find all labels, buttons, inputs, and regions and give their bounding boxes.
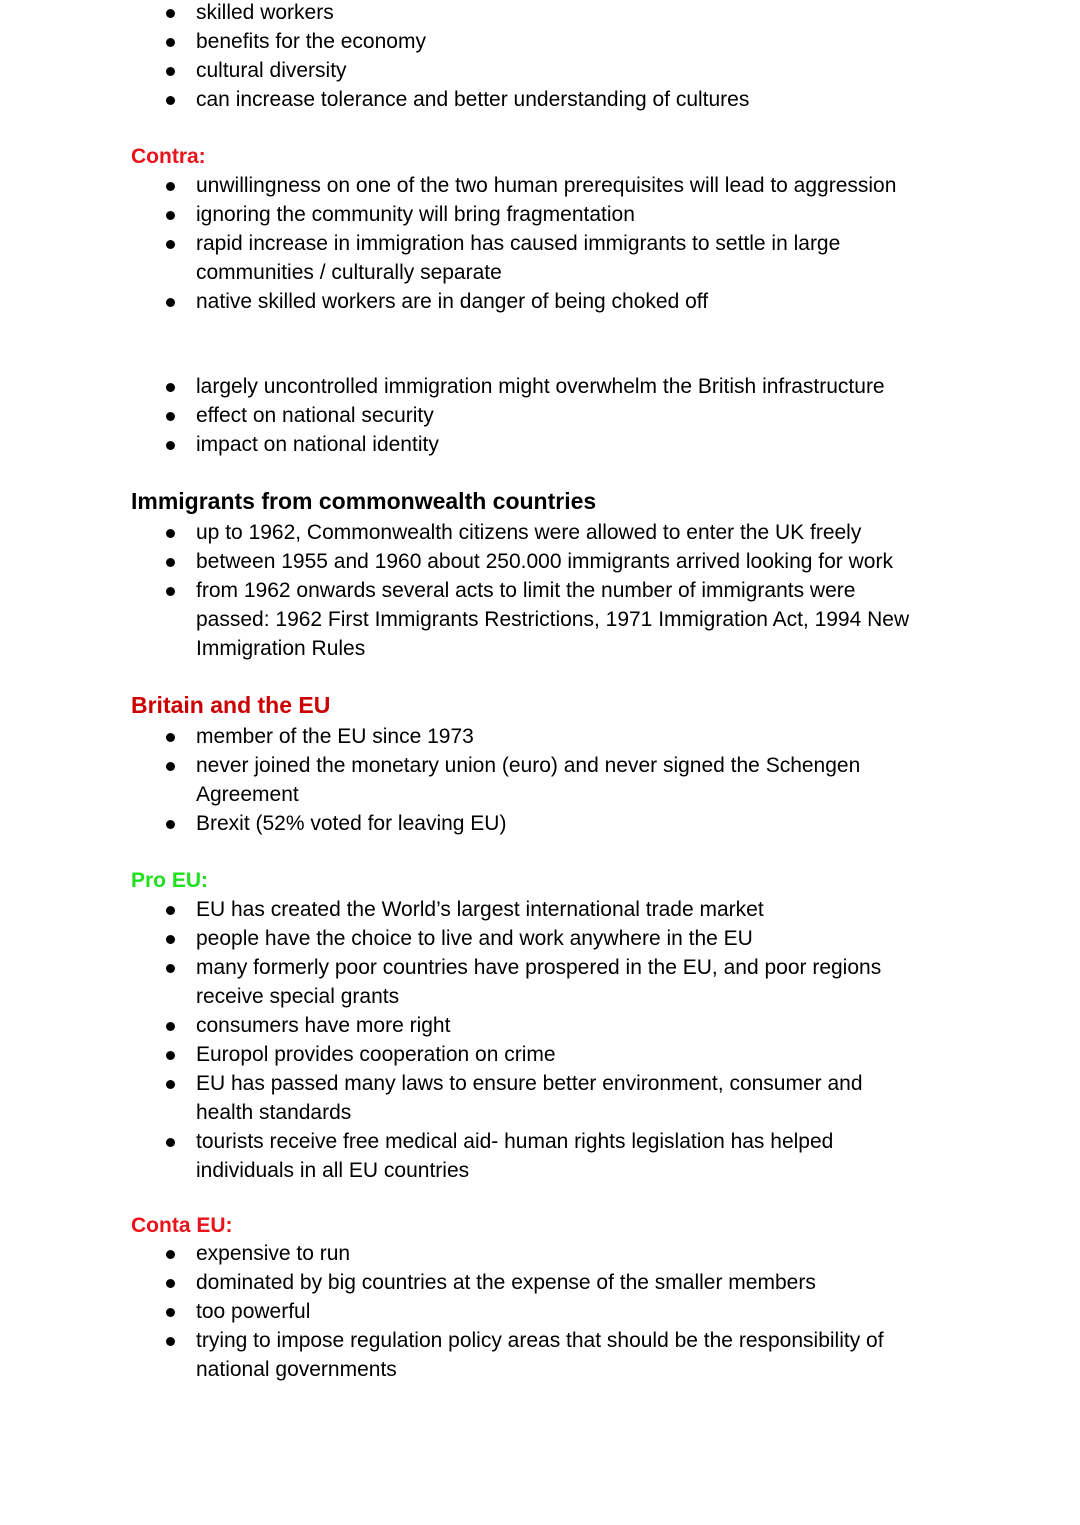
list-item	[0, 547, 1080, 576]
list-item-text: Agreement	[196, 783, 299, 806]
bullet-icon	[166, 96, 175, 105]
list-item-text: expensive to run	[196, 1242, 351, 1265]
bullet-icon	[166, 1308, 175, 1317]
list-item-text: native skilled workers are in danger of being choked off	[196, 290, 709, 313]
bullet-icon	[166, 38, 175, 47]
list-item	[0, 287, 1080, 316]
list-item-text: impact on national identity	[196, 433, 439, 456]
list-item	[0, 576, 1080, 663]
list-item-text: too powerful	[196, 1300, 311, 1323]
bullet-icon	[166, 733, 175, 742]
bullet-icon	[166, 298, 175, 307]
bullet-icon	[166, 820, 175, 829]
commonwealth-heading: Immigrants from commonwealth countries	[131, 488, 597, 514]
list-item-text: people have the choice to live and work anywhere in the EU	[196, 927, 753, 950]
bullet-icon	[166, 906, 175, 915]
bullet-icon	[166, 67, 175, 76]
list-item	[0, 171, 1080, 200]
bullet-icon	[166, 1250, 175, 1259]
list-item	[0, 953, 1080, 1011]
list-item-text: passed: 1962 First Immigrants Restrictions, 1971 Immigration Act, 1994 New	[196, 608, 910, 631]
list-item-text: largely uncontrolled immigration might overwhelm the British infrastructure	[196, 375, 885, 398]
list-item-text: from 1962 onwards several acts to limit the number of immigrants were	[196, 579, 856, 602]
list-item	[0, 1127, 1080, 1185]
list-item-text: national governments	[196, 1358, 397, 1381]
list-item	[0, 518, 1080, 547]
list-item-text: skilled workers	[196, 1, 334, 24]
contra-list-continued	[0, 372, 1080, 459]
list-item	[0, 1268, 1080, 1297]
pro-eu-heading: Pro EU:	[131, 869, 209, 892]
bullet-icon	[166, 529, 175, 538]
pro-list	[0, 0, 1080, 114]
list-item	[0, 1297, 1080, 1326]
bullet-icon	[166, 935, 175, 944]
list-item	[0, 751, 1080, 809]
bullet-icon	[166, 1080, 175, 1089]
list-item-text: EU has created the World’s largest international trade market	[196, 898, 764, 921]
list-item	[0, 1239, 1080, 1268]
contra-eu-heading: Conta EU:	[131, 1214, 233, 1237]
list-item	[0, 0, 1080, 27]
bullet-icon	[166, 412, 175, 421]
list-item-text: between 1955 and 1960 about 250.000 immigrants arrived looking for work	[196, 550, 893, 573]
list-item	[0, 85, 1080, 114]
list-item-text: receive special grants	[196, 985, 400, 1008]
list-item-text: dominated by big countries at the expense of the smaller members	[196, 1271, 816, 1294]
list-item-text: communities / culturally separate	[196, 261, 502, 284]
bullet-icon	[166, 383, 175, 392]
bullet-icon	[166, 762, 175, 771]
list-item	[0, 722, 1080, 751]
list-item-text: Europol provides cooperation on crime	[196, 1043, 556, 1066]
bullet-icon	[166, 441, 175, 450]
list-item	[0, 1326, 1080, 1384]
list-item	[0, 895, 1080, 924]
commonwealth-list	[0, 518, 1080, 663]
list-item	[0, 1011, 1080, 1040]
list-item	[0, 430, 1080, 459]
bullet-icon	[166, 1337, 175, 1346]
list-item	[0, 200, 1080, 229]
list-item-text: rapid increase in immigration has caused immigrants to settle in large	[196, 232, 841, 255]
list-item	[0, 401, 1080, 430]
list-item	[0, 372, 1080, 401]
pro-eu-list	[0, 895, 1080, 1185]
list-item-text: benefits for the economy	[196, 30, 426, 53]
bullet-icon	[166, 182, 175, 191]
list-item-text: unwillingness on one of the two human prerequisites will lead to aggression	[196, 174, 897, 197]
list-item-text: cultural diversity	[196, 59, 347, 82]
contra-heading: Contra:	[131, 145, 206, 168]
list-item	[0, 229, 1080, 287]
list-item	[0, 924, 1080, 953]
list-item-text: consumers have more right	[196, 1014, 451, 1037]
list-item-text: individuals in all EU countries	[196, 1159, 470, 1182]
list-item	[0, 1069, 1080, 1127]
list-item-text: trying to impose regulation policy areas that should be the responsibility of	[196, 1329, 884, 1352]
bullet-icon	[166, 964, 175, 973]
bullet-icon	[166, 1022, 175, 1031]
list-item-text: up to 1962, Commonwealth citizens were allowed to enter the UK freely	[196, 521, 862, 544]
list-item-text: member of the EU since 1973	[196, 725, 474, 748]
list-item-text: many formerly poor countries have prospered in the EU, and poor regions	[196, 956, 882, 979]
list-item-text: never joined the monetary union (euro) and never signed the Schengen	[196, 754, 861, 777]
list-item-text: Immigration Rules	[196, 637, 366, 660]
list-item-text: Brexit (52% voted for leaving EU)	[196, 812, 507, 835]
bullet-icon	[166, 1279, 175, 1288]
eu-heading: Britain and the EU	[131, 692, 331, 718]
list-item-text: tourists receive free medical aid- human rights legislation has helped	[196, 1130, 834, 1153]
bullet-icon	[166, 9, 175, 18]
bullet-icon	[166, 587, 175, 596]
contra-eu-list	[0, 1239, 1080, 1384]
list-item-text: can increase tolerance and better understanding of cultures	[196, 88, 750, 111]
list-item	[0, 56, 1080, 85]
eu-list	[0, 722, 1080, 838]
list-item	[0, 809, 1080, 838]
list-item	[0, 27, 1080, 56]
list-item-text: effect on national security	[196, 404, 434, 427]
list-item-text: health standards	[196, 1101, 352, 1124]
bullet-icon	[166, 1138, 175, 1147]
list-item	[0, 1040, 1080, 1069]
contra-list	[0, 171, 1080, 316]
list-item-text: EU has passed many laws to ensure better environment, consumer and	[196, 1072, 863, 1095]
bullet-icon	[166, 1051, 175, 1060]
bullet-icon	[166, 558, 175, 567]
bullet-icon	[166, 211, 175, 220]
bullet-icon	[166, 240, 175, 249]
list-item-text: ignoring the community will bring fragmentation	[196, 203, 635, 226]
